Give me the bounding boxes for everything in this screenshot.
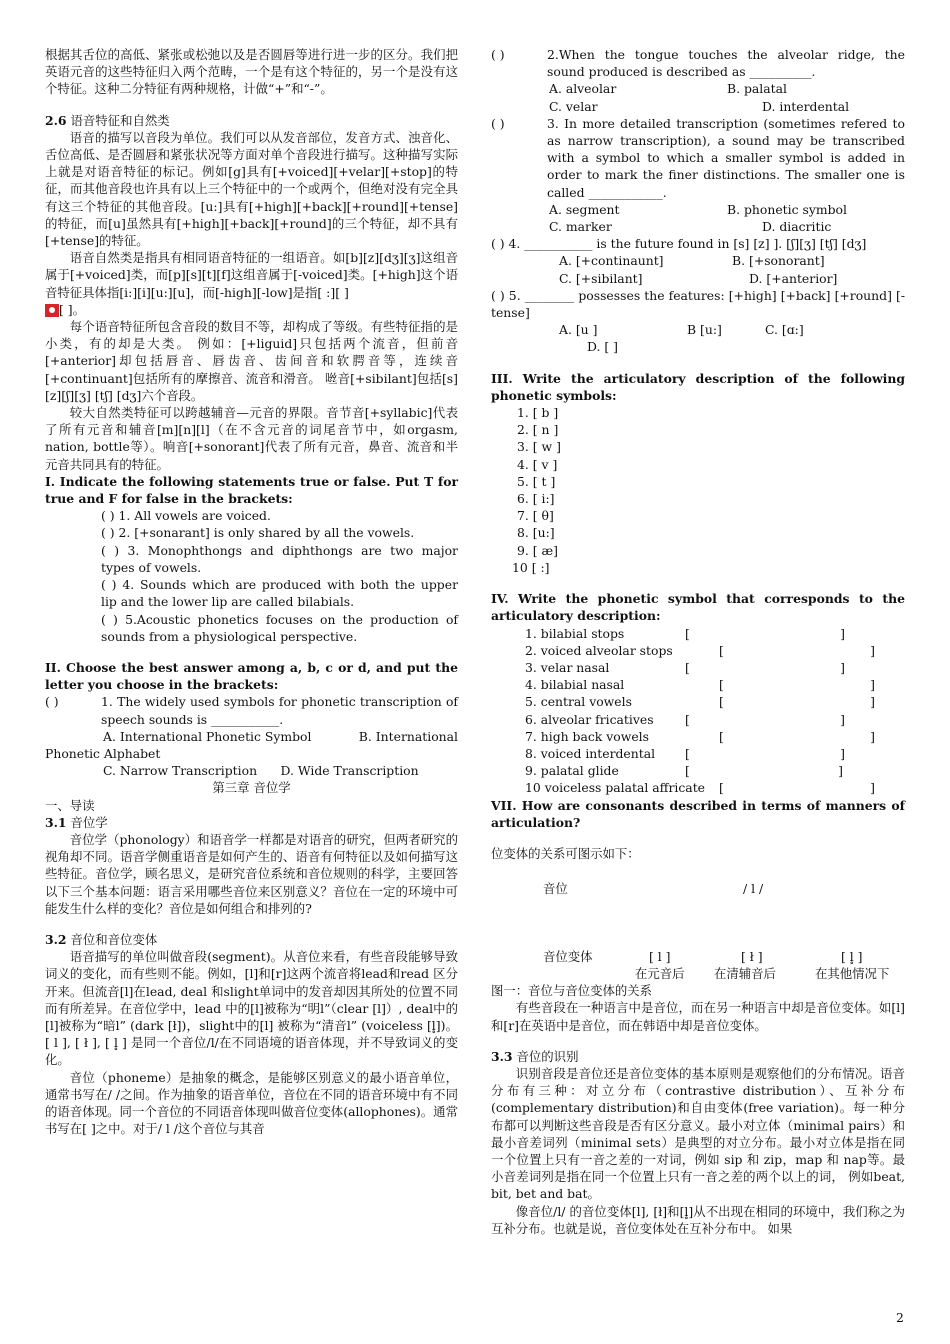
paragraph: 有些音段在一种语言中是音位，而在另一种语言中却是音位变体。如[l]和[r]在英语中是音位，而在韩语中却是音位变体。 [491,1000,905,1033]
option-d: D. [ ] [587,339,618,355]
options-row [491,270,905,287]
option-a: A. [+continaunt] [559,253,664,269]
option-c: C. [ɑ:] [765,322,804,338]
option-b: B. International [358,728,458,744]
option-b: B. phonetic symbol [727,201,847,217]
bracket-open: [ [719,642,724,658]
answer-bracket: ( ) [491,47,505,62]
option-a: A. segment [549,201,620,217]
list-item: 7. [ θ] [517,508,554,524]
options-row [491,321,905,338]
option-c: C. [+sibilant] [559,270,643,286]
bracket-open: [ [719,694,724,710]
item-text: ( ) 4. Sounds which are produced with both the upper lip and the lower lip are called bilabials. [101,577,458,610]
section-number: 3.3 [491,1048,513,1064]
left-column [45,46,458,1137]
list-item: 3. [ w ] [517,439,561,455]
allophone-label: 音位变体 [543,949,593,965]
options-row [491,98,905,115]
paragraph: 识别音段是音位还是音位变体的基本原则是观察他们的分布情况。语音分布有三种：对立分布（contrastive distribution）、互补分布(complementary distribution)和自由变体(free variation)。每一种分布都可以判断这些音段是否有区分意义。最小对立体（minimal pairs）和最小音差词列（minimal sets）是典型的对立分布。最小对立体是指在同一个位置上只有一音之差的一对词，例如 sip 和 zip，map 和 nap等。最小音差词列是指在同一个位置上只有一音之差的两个以上的词， 例如beat, bit, bet and bat。 [491,1065,905,1202]
exercise-4-title: IV. Write the phonetic symbol that corresponds to the articulatory description: [491,591,905,624]
allophone-dark-l: [ ł ] [741,949,763,965]
phoneme-label: 音位 [543,881,568,897]
exercise-3-title: III. Write the articulatory description of the following phonetic symbols: [491,370,905,403]
question-text: 3. In more detailed transcription (sometimes refered to as narrow transcription), a sound may be transcribed with a symbol to which a smaller symbol is added in order to mark the finer distinctions. The smaller one is called ____________. [547,115,905,200]
option-a: A. alveolar [549,81,617,97]
broken-image-icon [45,304,59,317]
list-item: 4. [ v ] [517,456,558,472]
bracket-close: ] [840,625,845,641]
intro-paragraph: 根据其舌位的高低、紧张或松弛以及是否圆唇等进行进一步的区分。我们把英语元音的这些特征归入两个范畴，一个是有这个特征的，另一个是没有这个特征。这种二分特征有两种规格，计做“+”和“-”。 [45,47,458,97]
list-item: 2. [ n ] [517,422,559,438]
section-title: 音位的识别 [516,1048,579,1064]
section-number: 2.6 [45,112,67,128]
options-row [491,252,905,269]
option-d: D. Wide Transcription [280,763,419,779]
item-label: 2. voiced alveolar stops [525,642,673,658]
bracket-close: ] [870,677,875,693]
options-row [45,762,458,779]
item-label: 5. central vowels [525,694,632,710]
paragraph: 语音描写的单位叫做音段(segment)。从音位来看，有些音段能够导致词义的变化，而有些则不能。例如，[l]和[r]这两个流音将lead和read 区分开来。但流音[l]在lead, deal 和slight单词中的发音却因其所处的位置不同而有所差异。在音位学中，lead 中的[l]被称为“明l”（clear [l]）, deal中的[l]被称为“暗l” (dark [ł])，slight中的[l] 被称为“清音l” (voiceless [l̥])。[ l ], [ ł ], [ l̥ ] 是同一个音位/l/在不同语境的语音体现，并不导致词义的变化。 [45,949,458,1068]
figure-caption: 图一：音位与音位变体的关系 [491,983,653,999]
item-text: ( ) 5.Acoustic phonetics focuses on the production of sounds from a physiological perspective. [101,611,458,644]
option-b: B [u:] [687,322,722,338]
list-item [491,676,905,693]
list-item [45,507,458,524]
allophone-clear-l: [ l ] [649,949,671,965]
exercise-3-list [491,404,905,576]
question [491,115,905,201]
bracket-open: [ [685,659,690,675]
paragraph: 音位学（phonology）和语音学一样都是对语音的研究，但两者研究的视角却不同。语音学侧重语音是如何产生的、语音有何特征以及如何描写这些特征。音位学，顾名思义，是研究音位系统和音位规则的科学，主要回答以下三个基本问题：语言采用哪些音位来区别意义？音位在一定的环境中可能发生什么样的变化？音位是如何组合和排列的? [45,831,458,916]
text-fragment: [ ]。 [59,301,85,317]
item-text: ( ) 2. [+sonarant] is only shared by all the vowels. [101,525,415,541]
bracket-close: ] [870,642,875,658]
list-item [491,693,905,710]
item-label: 8. voiced interdental [525,745,656,761]
exercise-2-title: II. Choose the best answer among a, b, c or d, and put the letter you choose in the brackets: [45,659,458,693]
list-item [45,542,458,576]
bracket-open: [ [719,677,724,693]
bracket-open: [ [685,711,690,727]
option-c: C. marker [549,219,612,235]
item-text: ( ) 1. All vowels are voiced. [101,508,271,524]
option-d: D. interdental [762,98,850,114]
bracket-close: ] [840,711,845,727]
list-item: 9. [ æ] [517,542,559,558]
phoneme-symbol: / l / [743,881,764,897]
list-item [45,611,458,645]
paragraph: 语音自然类是指具有相同语音特征的一组语音。如[b][z][dʒ][ʒ]这组音属于[+voiced]类，而[p][s][t][f]这组音属于[-voiced]类。[+high]这个语音特征具体指[i:][i][u:][u]，而[-high][-low]是指[ :][ ] [45,250,458,300]
list-item: 8. [u:] [517,525,555,541]
bracket-close: ] [838,763,843,779]
exercise-4-list [491,625,905,797]
bracket-open: [ [685,745,690,761]
paragraph: 每个语音特征所包含音段的数目不等，却构成了等级。有些特征指的是小类，有的却是大类。 例如：[+liguid]只包括两个流音，但前音[+anterior]却包括唇音、唇齿音、齿间音和软腭音等，连续音[+continuant]包括所有的摩擦音、流音和滑音。 咝音[+sibilant]包括[s][z][ʃ][ʒ] [tʃ] [dʒ]六个音段。 [45,319,458,403]
chapter-title: 第三章 音位学 [212,780,291,796]
exercise-1-list [45,507,458,645]
bracket-close: ] [840,659,845,675]
list-item [491,762,905,779]
section-3-3-heading [491,1048,905,1065]
answer-bracket: ( ) [45,694,59,710]
list-item [491,642,905,659]
list-item [491,779,905,796]
section-3-1-heading [45,814,458,831]
section-number: 3.2 [45,931,67,947]
list-item: 1. [ b ] [517,405,559,421]
exercise-7-title: VII. How are consonants described in terms of manners of articulation? [491,797,905,830]
question [491,46,905,80]
list-item [491,711,905,728]
item-label: 7. high back vowels [525,728,649,744]
list-item [491,728,905,745]
bracket-close: ] [870,728,875,744]
options-row [491,218,905,235]
list-item [491,745,905,762]
section-title: 音位和音位变体 [70,931,158,947]
section-title: 语音特征和自然类 [70,112,170,128]
option-a: A. [u ] [559,322,598,338]
bracket-open: [ [685,763,690,779]
section-2-6-heading [45,112,458,129]
section-number: 3.1 [45,814,67,830]
exercise-1-title: I. Indicate the following statements true or false. Put T for true and F for false in the brackets: [45,473,458,507]
list-item [45,524,458,541]
page-number: 2 [896,1310,904,1325]
option-d: D. [+anterior] [749,270,838,286]
paragraph: 语音的描写以音段为单位。我们可以从发音部位，发音方式、浊音化、舌位高低、是否圆唇和紧张状况等方面对单个音段进行描写。这种描写实际上就是对语音特征的标记。例如[g]具有[+voiced][+velar][+stop]的特征，而其他音段也许具有以上三个特征中的一个或两个，但绝对没有完全具有这三个特征的其他音段。[u:]具有[+high][+back][+round][+tense]的特征，而[u]虽然具有[+high][+back][+round]的三个特征，却不具有[+tense]的特征。 [45,129,458,249]
options-row [45,728,458,745]
section-3-2-heading [45,931,458,948]
question [45,693,458,727]
question-text: 1. The widely used symbols for phonetic transcription of speech sounds is ___________. [101,694,458,727]
bracket-open: [ [719,728,724,744]
paragraph: 音位（phoneme）是抽象的概念，是能够区别意义的最小语音单位，通常书写在/ /之间。作为抽象的语音单位，音位在不同的语音环境中有不同的语音体现。同一个音位的不同语音体现叫做音位变体(allophones)。通常书写在[ ]之中。对于/ l /这个音位与其音 [45,1069,458,1137]
right-column [491,46,905,1237]
item-label: 1. bilabial stops [525,625,625,641]
phoneme-allophone-diagram [491,862,905,982]
option-c: C. Narrow Transcription [103,763,258,779]
list-item [491,659,905,676]
item-label: 4. bilabial nasal [525,677,625,693]
item-label: 10 voiceless palatal affricate [525,780,706,796]
paragraph-continuation [45,301,458,318]
options-row [491,201,905,218]
environment-2: 在清辅音后 [714,966,776,982]
option-b: B. palatal [727,81,787,97]
bracket-close: ] [840,745,845,761]
question: ( ) 5. ________ possesses the features: [+high] [+back] [+round] [-tense] [491,287,905,321]
relation-intro: 位变体的关系可图示如下： [491,845,640,861]
list-item: 10 [ :] [512,559,550,575]
item-text: ( ) 3. Monophthongs and diphthongs are two major types of vowels. [101,542,458,575]
item-label: 3. velar nasal [525,659,610,675]
answer-bracket: ( ) [491,115,505,131]
list-item [45,576,458,610]
section-title: 音位学 [70,814,108,830]
question-text: 2.When the tongue touches the alveolar ridge, the sound produced is described as __________. [547,47,905,80]
bracket-open: [ [719,780,724,796]
environment-1: 在元音后 [635,966,685,982]
list-item: 5. [ t ] [517,473,556,489]
option-d: D. diacritic [762,219,832,235]
bracket-close: ] [870,780,875,796]
option-c: C. velar [549,98,598,114]
item-label: 9. palatal glide [525,763,619,779]
bracket-open: [ [685,625,690,641]
list-item [491,625,905,642]
question: ( ) 4. ___________ is the future found in [s] [z] ]. [ʃ][ʒ] [tʃ] [dʒ] [491,236,867,252]
list-item: 6. [ i:] [517,491,555,507]
paragraph: 较大自然类特征可以跨越辅音—元音的界限。音节音[+syllabic]代表了所有元音和辅音[m][n][l]（在不含元音的词尾音节中，如orgasm, nation, bottle等）。响音[+sonorant]代表了所有元音，鼻音、流音和半元音共同具有的特征。 [45,405,458,472]
options-row [491,80,905,97]
option-a: A. International Phonetic Symbol [103,728,312,744]
paragraph: 像音位/l/ 的音位变体[l], [ł]和[l̥]从不出现在相同的环境中，我们称之为互补分布。也就是说，音位变体处在互补分布中。 如果 [491,1203,905,1236]
bracket-close: ] [870,694,875,710]
option-b: B. [+sonorant] [732,253,825,269]
environment-3: 在其他情况下 [815,966,890,982]
guide-heading: 一、导读 [45,797,95,813]
item-label: 6. alveolar fricatives [525,711,654,727]
option-b-continuation: Phonetic Alphabet [45,745,161,761]
allophone-voiceless-l: [ l̥ ] [841,949,863,965]
